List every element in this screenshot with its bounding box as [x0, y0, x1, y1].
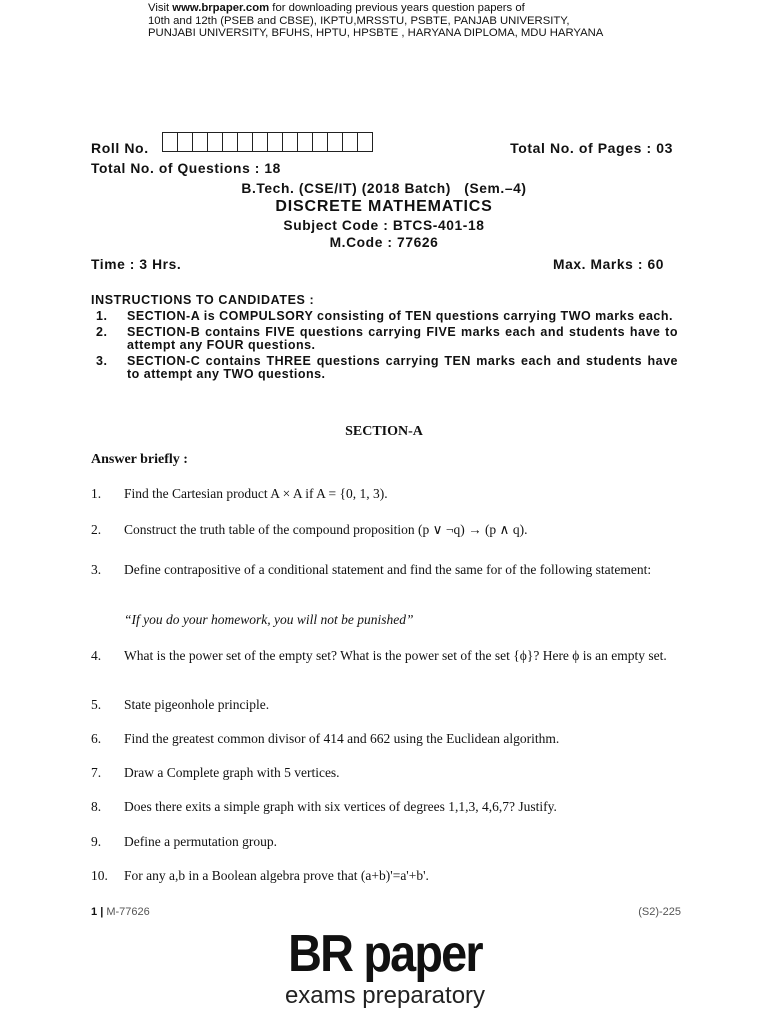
- question-text: What is the power set of the empty set? What is the power set of the set {ϕ}? Here ϕ is an empty set.: [124, 648, 667, 663]
- question-number: 4.: [91, 648, 102, 663]
- max-marks: Max. Marks : 60: [553, 257, 664, 272]
- instruction-number: 3.: [96, 353, 108, 368]
- instruction-text: SECTION-A is COMPULSORY consisting of TEN questions carrying TWO marks each.: [127, 309, 673, 323]
- roll-box: [267, 132, 283, 152]
- instruction-item: [96, 326, 678, 353]
- site-banner: [148, 2, 688, 40]
- footer-separator: |: [100, 906, 104, 918]
- roll-box: [342, 132, 358, 152]
- question-5: [91, 697, 679, 713]
- roll-number-row: [91, 132, 681, 156]
- instruction-item: [96, 355, 678, 382]
- exam-time: Time : 3 Hrs.: [91, 257, 182, 272]
- question-text: Define contrapositive of a conditional statement and find the same for of the following statement:: [124, 562, 652, 577]
- brpaper-logo: [270, 924, 500, 1020]
- instruction-text: SECTION-B contains FIVE questions carrying FIVE marks each and students have to attempt any FOUR questions.: [127, 324, 678, 352]
- total-questions: Total No. of Questions : 18: [91, 161, 281, 176]
- roll-box: [297, 132, 313, 152]
- roll-box: [252, 132, 268, 152]
- question-3-quote: “If you do your homework, you will not be punished”: [124, 612, 414, 627]
- roll-box: [357, 132, 373, 152]
- roll-box: [282, 132, 298, 152]
- roll-box: [237, 132, 253, 152]
- question-1: [91, 486, 679, 502]
- instruction-number: 2.: [96, 324, 108, 339]
- question-text: State pigeonhole principle.: [124, 697, 270, 712]
- question-number: 10.: [91, 868, 108, 883]
- banner-site-link[interactable]: www.brpaper.com: [172, 2, 270, 14]
- instruction-number: 1.: [96, 309, 108, 323]
- question-text: Does there exits a simple graph with six vertices of degrees 1,1,3, 4,6,7? Justify.: [124, 799, 557, 814]
- roll-box: [312, 132, 328, 152]
- footer-code: M-77626: [106, 906, 150, 918]
- question-number: 9.: [91, 834, 102, 849]
- page-footer: [91, 906, 681, 920]
- question-text: Draw a Complete graph with 5 vertices.: [124, 765, 340, 780]
- m-code: M.Code : 77626: [329, 235, 439, 250]
- footer-series: (S2)-225: [638, 906, 681, 918]
- question-number: 8.: [91, 799, 102, 814]
- question-10: [91, 868, 679, 884]
- banner-line-2: 10th and 12th (PSEB and CBSE), IKPTU,MRSSTU, PSBTE, PANJAB UNIVERSITY,: [148, 14, 570, 27]
- section-a-title: SECTION-A: [345, 424, 423, 439]
- question-number: 6.: [91, 731, 102, 746]
- question-number: 5.: [91, 697, 102, 712]
- paper-title: DISCRETE MATHEMATICS: [275, 198, 493, 215]
- question-text: Define a permutation group.: [124, 834, 277, 849]
- question-4: [91, 648, 679, 664]
- question-8: [91, 799, 679, 815]
- instruction-item: [96, 310, 678, 324]
- page-number: 1: [91, 906, 98, 918]
- logo-tagline: exams preparatory: [284, 982, 486, 1009]
- question-number: 3.: [91, 562, 102, 577]
- roll-box: [207, 132, 223, 152]
- course-line: B.Tech. (CSE/IT) (2018 Batch) (Sem.–4): [241, 181, 527, 196]
- question-text: Construct the truth table of the compound proposition (p ∨ ¬q) → (p ∧ q).: [124, 522, 528, 537]
- answer-briefly-heading: Answer briefly :: [91, 452, 188, 467]
- question-3: [91, 562, 679, 578]
- question-6: [91, 731, 679, 747]
- banner-line-1: [148, 2, 688, 15]
- question-text: Find the Cartesian product A × A if A = {0, 1, 3).: [124, 486, 388, 501]
- question-number: 1.: [91, 486, 102, 501]
- banner-line-3: PUNJABI UNIVERSITY, BFUHS, HPTU, HPSBTE , HARYANA DIPLOMA, MDU HARYANA: [148, 27, 604, 39]
- question-2: [91, 522, 679, 538]
- roll-box: [162, 132, 178, 152]
- question-text: For any a,b in a Boolean algebra prove that (a+b)'=a'+b'.: [124, 868, 429, 883]
- roll-box: [177, 132, 193, 152]
- question-9: [91, 834, 679, 850]
- instruction-text: SECTION-C contains THREE questions carrying TEN marks each and students have to attempt any TWO questions.: [127, 353, 678, 381]
- instructions-heading: INSTRUCTIONS TO CANDIDATES :: [91, 293, 315, 307]
- question-7: [91, 765, 679, 781]
- total-pages: Total No. of Pages : 03: [510, 140, 673, 156]
- roll-box: [192, 132, 208, 152]
- logo-wordmark: BR paper: [288, 925, 482, 983]
- banner-prefix: Visit: [148, 2, 173, 14]
- question-number: 2.: [91, 522, 102, 537]
- question-number: 7.: [91, 765, 102, 780]
- roll-number-boxes: [163, 132, 373, 152]
- subject-code: Subject Code : BTCS-401-18: [283, 218, 485, 233]
- banner-suffix: for downloading previous years question papers of: [269, 2, 525, 14]
- instructions-list: [96, 310, 678, 384]
- roll-box: [222, 132, 238, 152]
- roll-box: [327, 132, 343, 152]
- roll-number-label: Roll No.: [91, 140, 149, 156]
- question-text: Find the greatest common divisor of 414 and 662 using the Euclidean algorithm.: [124, 731, 560, 746]
